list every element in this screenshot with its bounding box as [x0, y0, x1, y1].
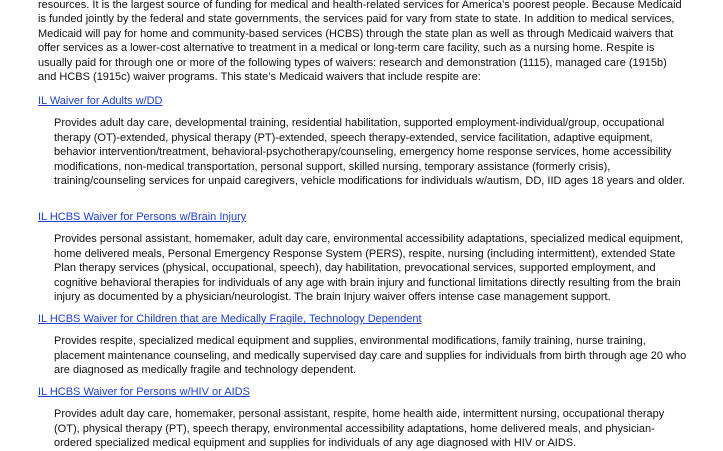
waiver-description-hiv-aids: Provides adult day care, homemaker, personal assistant, respite, home health aide, intermittent nursing, occupational therapy (OT), physical therapy (PT), speech therapy, environmental accessibility adaptations, home delivered meals, and physician-ordered specialized medical equipment and supplies for individuals of any age diagnosed with HIV or AIDS. — [54, 408, 665, 450]
intro-paragraph: resources. It is the largest source of funding for medical and health-related services for America’s poorest people. Because Medicaid is funded jointly by the federal and state governments, the services paid for vary from state to state. In addition to medical services, Medicaid will pay for home and community-based services (HCBS) through the state plan as well as through Medicaid waivers that offer services as a lower-cost alternative to treatment in a medical or long-term care facility, such as a nursing home. Respite is usually paid for through one or more of the following types of waivers: research and demonstration (1115), managed care (1915b) and HCBS (1915c) waiver programs. This state’s Medicaid waivers that include respite are: — [38, 0, 682, 84]
waiver-description-adults-dd: Provides adult day care, developmental training, residential habilitation, supported employment-individual/group, occupational therapy (OT)-extended, physical therapy (PT)-extended, speech therapy-extended, service facilitation, adaptive equipment, behavior intervention/treatment, behavioral-psychotherapy/counseling, emergency home response services, home accessibility modifications, non-medical transportation, personal support, skilled nursing, temporary assistance (formerly crisis), training/counseling services for unpaid caregivers, vehicle modifications for individuals w/autism, DD, IID ages 18 years and older. — [54, 117, 685, 188]
waiver-link-hiv-aids[interactable]: IL HCBS Waiver for Persons w/HIV or AIDS — [38, 386, 250, 398]
waiver-description-brain-injury: Provides personal assistant, homemaker, adult day care, environmental accessibility adaptations, specialized medical equipment, home delivered meals, Personal Emergency Response System (PERS), respite, nursing (including intermittent), extended State Plan therapy services (physical, occupational, speech), day habilitation, prevocational services, supported employment, and cognitive behavioral therapies for individuals of any age with brain injury and functional limitations directly resulting from the brain injury as documented by a physician/neurologist. The brain Injury waiver offers intense case management support. — [54, 233, 684, 304]
waiver-link-medically-fragile[interactable]: IL HCBS Waiver for Children that are Medically Fragile, Technology Dependent — [38, 313, 422, 325]
waiver-link-adults-dd[interactable]: IL Waiver for Adults w/DD — [38, 95, 163, 107]
waiver-link-brain-injury[interactable]: IL HCBS Waiver for Persons w/Brain Injury — [38, 211, 247, 223]
waiver-description-medically-fragile: Provides respite, specialized medical equipment and supplies, environmental modifications, family training, nurse training, placement maintenance counseling, and medically supervised day care and supplies for individuals from birth through age 20 who are diagnosed as medically fragile and technology dependent. — [54, 335, 687, 377]
